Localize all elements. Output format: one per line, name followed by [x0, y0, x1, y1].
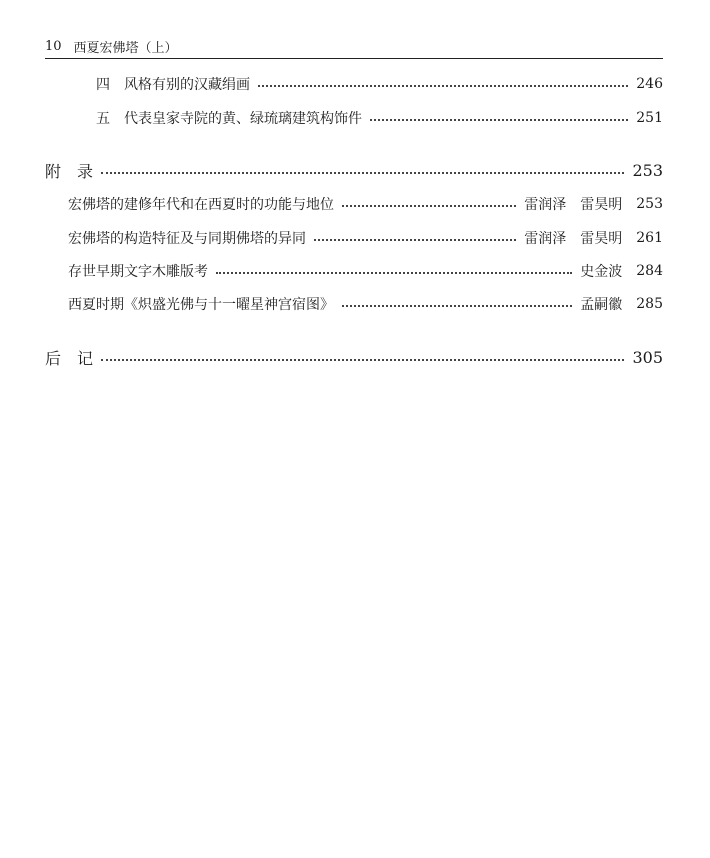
toc-entry-page: 253 — [632, 161, 663, 180]
leader-dots — [370, 119, 628, 121]
toc-entry-title: 宏佛塔的建修年代和在西夏时的功能与地位 — [68, 197, 334, 213]
toc-entry-page: 285 — [636, 296, 663, 312]
toc-entry-author: 史金波 — [580, 264, 623, 280]
toc-entry-number: 五 — [96, 111, 110, 127]
toc-entry-page: 253 — [636, 196, 663, 212]
leader-dots — [101, 359, 624, 361]
header-book-title: 西夏宏佛塔（上） — [73, 40, 178, 56]
leader-dots — [342, 205, 516, 207]
toc-entry-author: 雷润泽 雷昊明 — [524, 231, 623, 247]
toc-entry-author: 孟嗣徽 — [580, 297, 623, 313]
toc-entry[interactable] — [68, 294, 663, 314]
leader-dots — [216, 272, 572, 274]
running-header — [45, 34, 663, 59]
toc-section-title: 后 记 — [45, 349, 94, 368]
toc-entry-title: 宏佛塔的构造特征及与同期佛塔的异同 — [68, 231, 306, 247]
toc-section-afterword[interactable] — [45, 346, 663, 369]
toc-entry-number: 四 — [96, 77, 110, 93]
toc-entry-page: 284 — [636, 263, 663, 279]
leader-dots — [314, 239, 516, 241]
toc-entry[interactable] — [96, 74, 663, 94]
toc-entry-title: 代表皇家寺院的黄、绿琉璃建筑构饰件 — [124, 111, 362, 127]
toc-entry-title: 西夏时期《炽盛光佛与十一曜星神宫宿图》 — [68, 297, 334, 313]
header-page-number: 10 — [45, 38, 62, 54]
leader-dots — [101, 172, 624, 174]
toc-entry[interactable] — [68, 194, 663, 214]
toc-entry[interactable] — [68, 228, 663, 248]
toc-entry-page: 261 — [636, 230, 663, 246]
toc-entry-title: 风格有别的汉藏绢画 — [124, 77, 250, 93]
toc-entry[interactable] — [68, 261, 663, 281]
leader-dots — [258, 85, 628, 87]
toc-entry-title: 存世早期文字木雕版考 — [68, 264, 208, 280]
toc-section-title: 附 录 — [45, 162, 94, 181]
leader-dots — [342, 305, 572, 307]
toc-entry[interactable] — [96, 108, 663, 128]
toc-section-appendix[interactable] — [45, 159, 663, 182]
toc-entry-page: 305 — [632, 348, 663, 367]
toc-entry-author: 雷润泽 雷昊明 — [524, 197, 623, 213]
toc-entry-page: 246 — [636, 76, 663, 92]
toc-entry-page: 251 — [636, 110, 663, 126]
